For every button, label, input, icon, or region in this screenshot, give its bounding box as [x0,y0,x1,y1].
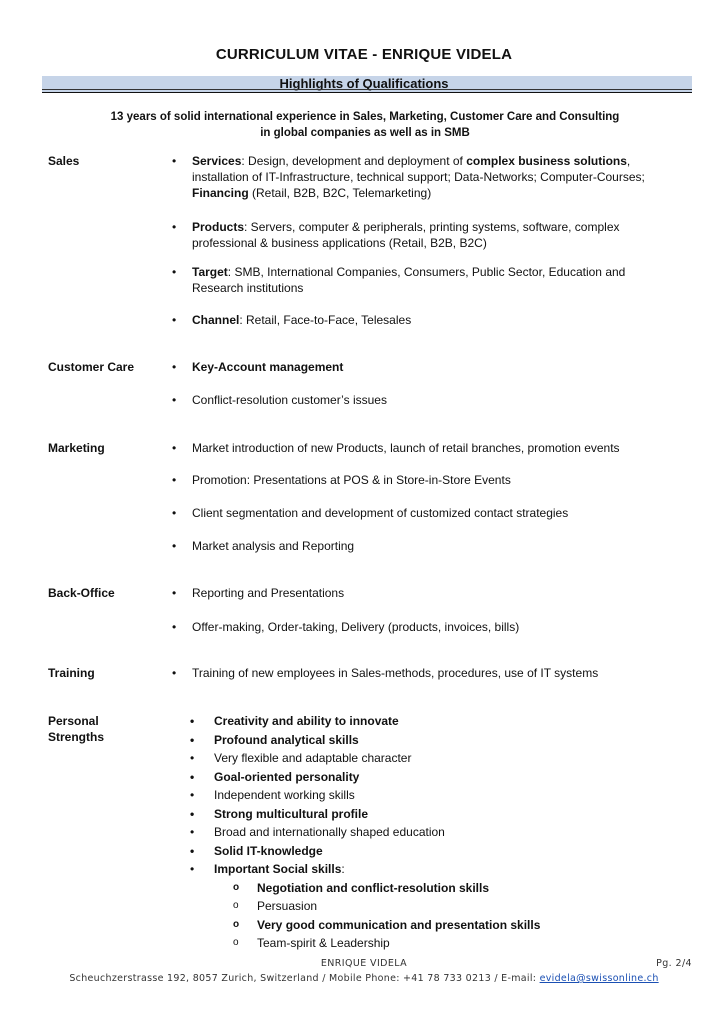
list-item: Key-Account management [192,360,344,374]
list-item: Client segmentation and development of customized contact strategies [192,506,569,520]
list-item: Training of new employees in Sales-methods, procedures, use of IT systems [192,666,599,680]
bullet: • [172,313,177,327]
section-label: Personal Strengths [48,714,105,744]
divider [42,92,692,93]
footer-address: Scheuchzerstrasse 192, 8057 Zurich, Switzerland / Mobile Phone: +41 78 733 0213 / E-mail: evidela@swissonline.ch [69,973,659,984]
bullet: • [190,751,195,765]
section-label: Training [48,666,95,680]
bullet: • [190,843,195,858]
bullet: • [172,265,177,279]
sales-target: Target: SMB, International Companies, Consumers, Public Sector, Education and Research institutions [192,265,626,295]
list-item: Market analysis and Reporting [192,539,355,553]
bullet: • [190,769,195,784]
bullet: • [190,862,195,876]
sub-bullet: o [233,918,240,930]
sales-channel: Channel: Retail, Face-to-Face, Telesales [192,313,412,327]
list-item: Offer-making, Order-taking, Delivery (products, invoices, bills) [192,620,520,634]
bullet: • [172,666,177,680]
bullet: • [172,220,177,234]
bullet: • [172,539,177,553]
sub-bullet: o [233,900,239,911]
footer-name: ENRIQUE VIDELA [320,958,408,969]
summary-line: 13 years of solid international experience in Sales, Marketing, Customer Care and Consulting [110,111,620,123]
list-item: Reporting and Presentations [192,586,345,600]
bullet: • [172,154,177,168]
highlights-title: Highlights of Qualifications [279,76,449,91]
bullet: • [172,441,177,455]
list-item: Promotion: Presentations at POS & in Store-in-Store Events [192,473,511,487]
bullet: • [190,825,195,839]
bullet: • [172,473,177,487]
summary [70,109,660,141]
divider [42,89,692,90]
bullet: • [190,788,195,802]
sales-products: Products: Servers, computer & peripherals, printing systems, software, complex professional & business applications (Retail, B2B, B2C) [192,220,620,250]
email-link[interactable]: evidela@swissonline.ch [539,973,659,984]
section-label: Marketing [48,441,105,455]
sales-services: Services: Design, development and deployment of complex business solutions, installation of IT-Infrastructure, technical support; Data-Networks; Computer-Courses; Financing (Retail, B2B, B2C, Telemarketing) [192,154,645,200]
bullet: • [172,393,177,407]
bullet: • [190,806,195,821]
bullet: • [172,586,177,600]
bullet: • [172,360,177,374]
bullet: • [172,620,177,634]
summary-line: in global companies as well as in SMB [260,127,470,139]
section-label: Customer Care [48,360,135,374]
list-item: Market introduction of new Products, launch of retail branches, promotion events [192,441,620,455]
page-title: CURRICULUM VITAE - ENRIQUE VIDELA [215,46,513,63]
section-label: Back-Office [48,586,115,600]
bullet: • [190,732,195,747]
bullet: • [190,714,195,728]
sub-bullet: o [233,937,239,948]
sub-bullet: o [233,881,240,893]
section-label: Sales [48,154,80,168]
page-number: Pg. 2/4 [656,958,692,969]
bullet: • [172,506,177,520]
list-item: Conflict-resolution customer’s issues [192,393,387,407]
